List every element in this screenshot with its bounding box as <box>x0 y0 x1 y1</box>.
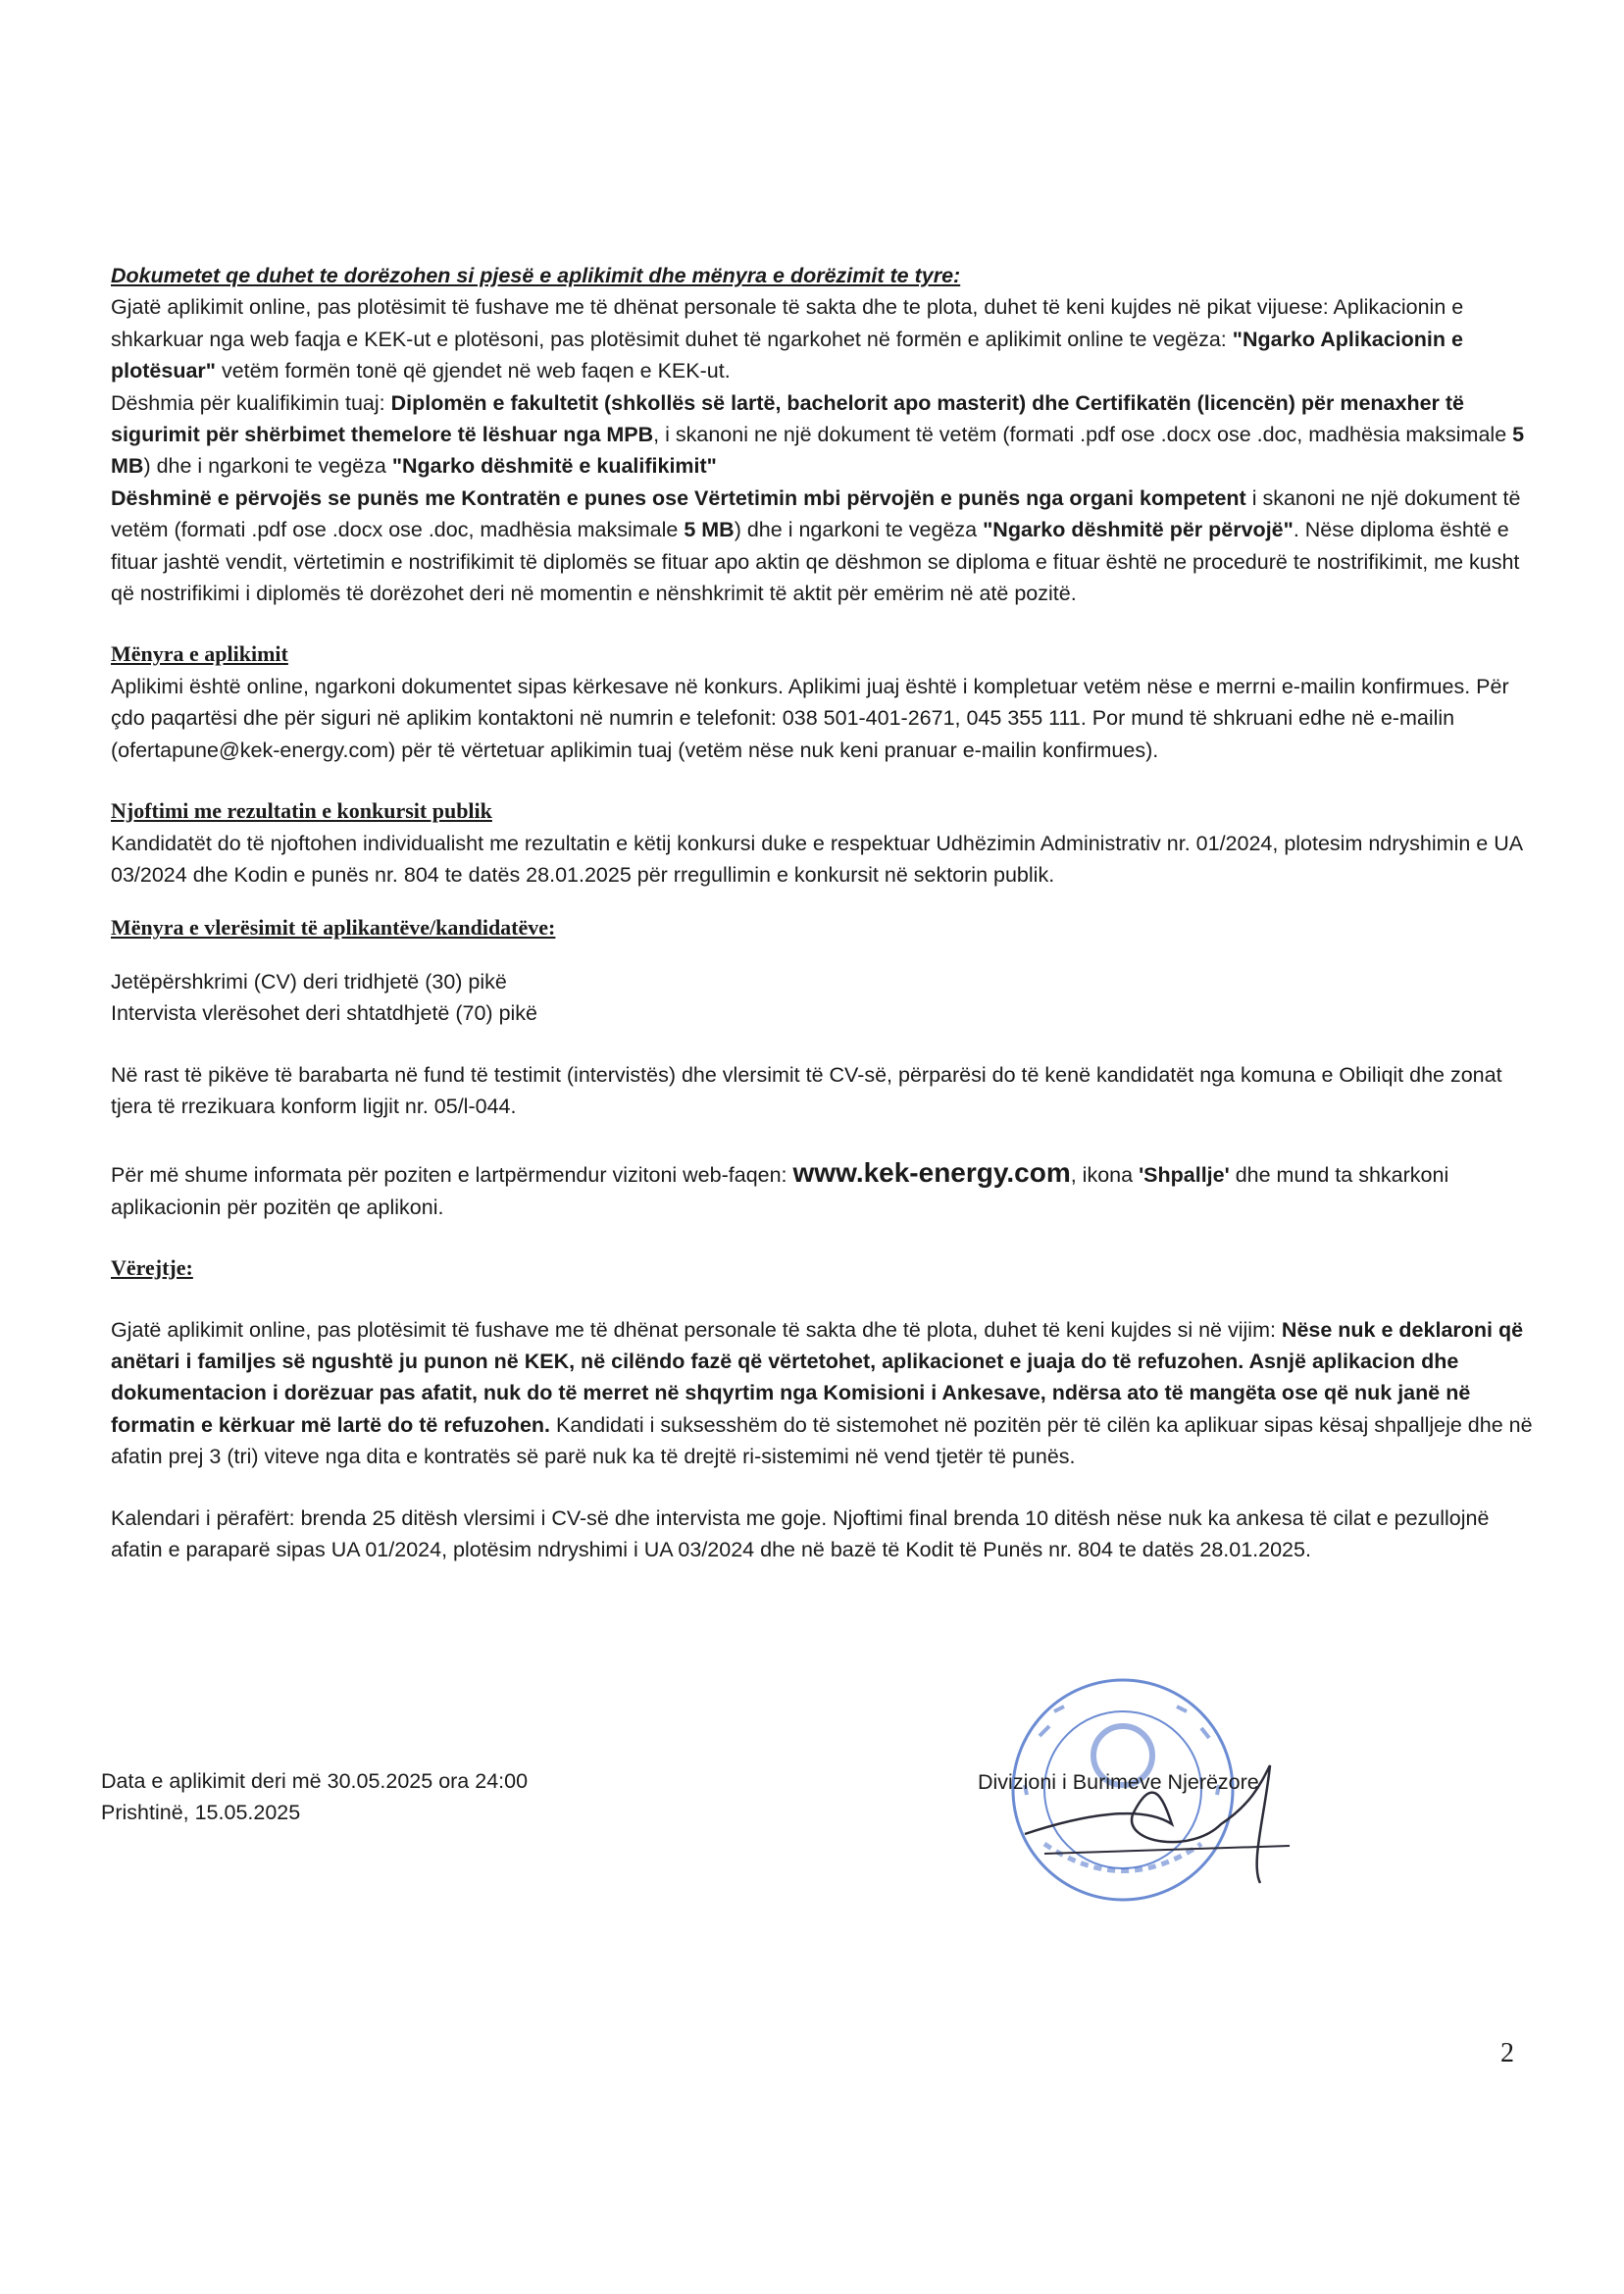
section-heading-notification: Njoftimi me rezultatin e konkursit publik <box>111 798 492 824</box>
application-deadline: Data e aplikimit deri më 30.05.2025 ora 24:00 <box>101 1769 529 1793</box>
website-link[interactable]: www.kek-energy.com <box>792 1157 1071 1189</box>
documents-paragraph-2: Dëshmia për kualifikimin tuaj: Diplomën e fakultetit (shkollës së lartë, bachelorit apo masterit) dhe Certifikatën (licencën) për menaxher të sigurimit për shërbimet themelore të lëshuar nga MPB, i skanoni ne një dokument të vetëm (formati .pdf ose .docx ose .doc, madhësia maksimale 5 MB) dhe i ngarkoni te vegëza "Ngarko dëshmitë e kualifikimit" <box>111 390 1525 479</box>
document-body <box>111 260 1536 1565</box>
documents-paragraph-3: Dëshminë e përvojës se punës me Kontratën e punes ose Vërtetimin mbi përvojën e punës nga organi kompetent i skanoni ne një dokument të vetëm (formati .pdf ose .docx ose .doc, madhësia maksimale 5 MB) dhe i ngarkoni te vegëza "Ngarko dëshmitë për përvojë". Nëse diploma është e fituar jashtë vendit, vërtetimin e nostrifikimit të diplomës se fituar apo aktin qe dëshmon se diploma e fituar është ne procedurë te nostrifikimit, me kusht që nostrifikimi i diplomës të dorëzohet deri në momentin e nënshkrimit të aktit për emërim në atë pozitë. <box>111 485 1521 606</box>
section-heading-evaluation: Mënyra e vlerësimit të aplikantëve/kandidatëve: <box>111 915 556 941</box>
remark-paragraph: Gjatë aplikimit online, pas plotësimit të fushave me të dhënat personale të sakta dhe të plota, duhet të keni kujdes si në vijim: Nëse nuk e deklaroni që anëtari i familjes së ngushtë ju punon në KEK, në cilëndo fazë që vërtetohet, aplikacionet e juaja do të refuzohen. Asnjë aplikacion dhe dokumentacion i dorëzuar pas afatit, nuk do të merret në shqyrtim nga Komisioni i Ankesave, ndërsa ato të mangëta ose që nuk janë në formatin e kërkuar më lartë do të refuzohen. Kandidati i suksesshëm do të sistemohet në pozitën për të cilën ka aplikuar sipas kësaj shpalljeje dhe në afatin prej 3 (tri) viteve nga dita e kontratës së parë nuk ka të drejtë ri-sistemimi në vend tjetër të punës. <box>111 1317 1533 1469</box>
section-heading-remark: Vërejtje: <box>111 1255 193 1281</box>
info-paragraph: Për më shume informata për poziten e lartpërmendur vizitoni web-faqen: www.kek-energy.com, ikona 'Shpallje' dhe mund ta shkarkoni aplikacionin për pozitën qe aplikoni. <box>111 1157 1449 1219</box>
official-stamp-icon <box>966 1667 1339 1922</box>
calendar-paragraph: Kalendari i përafërt: brenda 25 ditësh vlersimi i CV-së dhe intervista me goje. Njoftimi final brenda 10 ditësh nëse nuk ka ankesa të cilat e pezullojnë afatin e paraparë sipas UA 01/2024, plotësim ndryshimi i UA 03/2024 dhe në bazë të Kodit të Punës nr. 804 te datës 28.01.2025. <box>111 1505 1490 1561</box>
evaluation-item-cv: Jetëpërshkrimi (CV) deri tridhjetë (30) pikë <box>111 969 507 994</box>
application-paragraph: Aplikimi është online, ngarkoni dokumentet sipas kërkesave në konkurs. Aplikimi juaj është i kompletuar vetëm nëse e merrni e-mailin konfirmues. Për çdo paqartësi dhe për siguri në aplikim kontaktoni në numrin e telefonit: 038 501-401-2671, 045 355 111. Por mund të shkruani edhe në e-mailin (ofertapune@kek-energy.com) për të vërtetuar aplikimin tuaj (vetëm nëse nuk keni pranuar e-mailin konfirmues). <box>111 674 1509 762</box>
documents-paragraph-1: Gjatë aplikimit online, pas plotësimit të fushave me të dhënat personale të sakta dhe te plota, duhet të keni kujdes në pikat vijuese: Aplikacionin e shkarkuar nga web faqja e KEK-ut e plotësoni, pas plotësimit duhet të ngarkohet në formën e aplikimit online te vegëza: "Ngarko Aplikacionin e plotësuar" vetëm formën tonë që gjendet në web faqen e KEK-ut. <box>111 295 1464 383</box>
section-heading-documents: Dokumetet qe duhet te dorëzohen si pjesë e aplikimit dhe mënyra e dorëzimit te tyre: <box>111 264 961 287</box>
footer-dates <box>101 1765 528 1828</box>
place-and-date: Prishtinë, 15.05.2025 <box>101 1801 301 1824</box>
section-heading-application: Mënyra e aplikimit <box>111 641 288 667</box>
signature-label: Divizioni i Burimeve Njerëzore <box>978 1770 1259 1794</box>
evaluation-tie-rule: Në rast të pikëve të barabarta në fund të testimit (intervistës) dhe vlersimit të CV-së, përparësi do të kenë kandidatët nga komuna e Obiliqit dhe zonat tjera të rrezikuara konform ligjit nr. 05/l-044. <box>111 1062 1502 1118</box>
signature-underline <box>1044 1846 1290 1854</box>
notification-paragraph: Kandidatët do të njoftohen individualisht me rezultatin e këtij konkursi duke e respektuar Udhëzimin Administrativ nr. 01/2024, plotesim ndryshimin e UA 03/2024 dhe Kodin e punës nr. 804 te datës 28.01.2025 për rregullimin e konkursit në sektorin publik. <box>111 831 1522 887</box>
page-number: 2 <box>1500 2038 1514 2068</box>
evaluation-item-interview: Intervista vlerësohet deri shtatdhjetë (70) pikë <box>111 1001 538 1026</box>
